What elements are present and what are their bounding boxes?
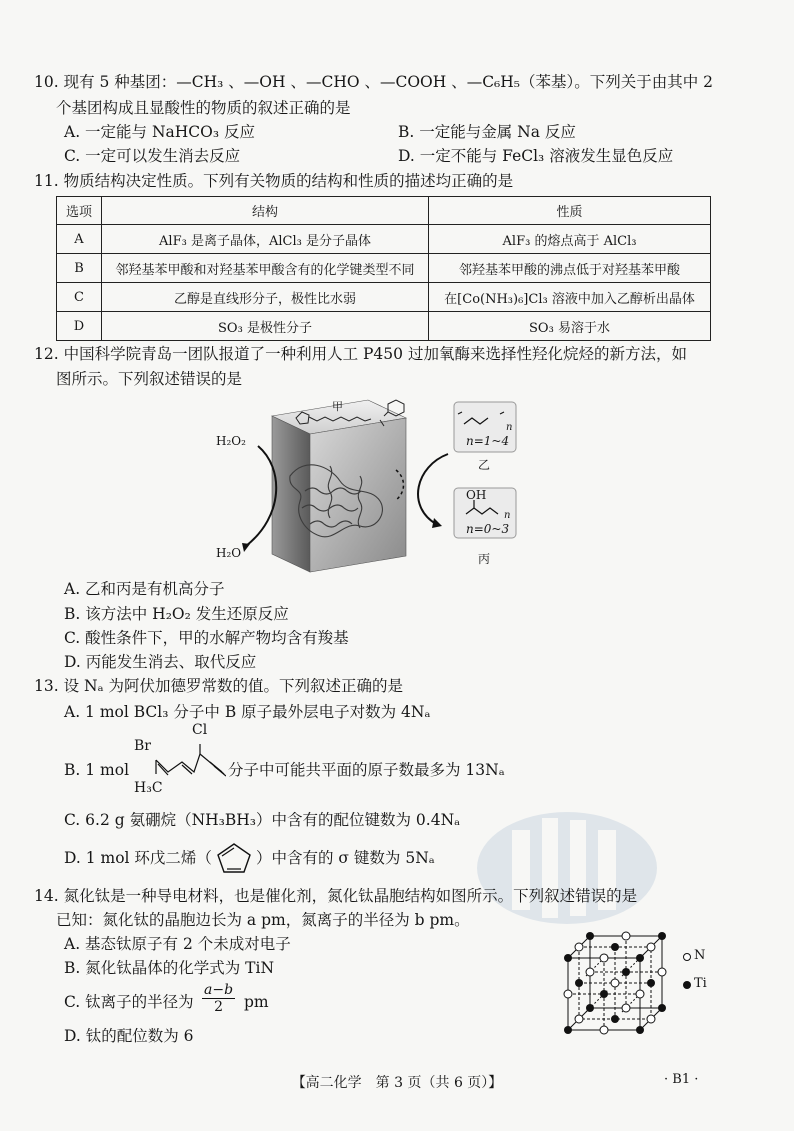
q13-option-d-prefix: D. 1 mol 环戊二烯（ — [64, 849, 212, 867]
table-cell: 乙醇是直线形分子，极性比水弱 — [102, 283, 429, 312]
table-header-cell: 结构 — [102, 197, 429, 225]
q13-br-label: Br — [134, 738, 151, 754]
label-jia: 甲 — [332, 400, 343, 413]
table-cell: 邻羟基苯甲酸和对羟基苯甲酸含有的化学键类型不同 — [102, 254, 429, 283]
q10-option-c: C. 一定可以发生消去反应 — [64, 147, 241, 165]
q10-option-a: A. 一定能与 NaHCO₃ 反应 — [64, 123, 256, 141]
enzyme-diagram — [210, 396, 520, 574]
table-header-cell: 性质 — [429, 197, 711, 225]
fraction-denominator: 2 — [214, 999, 223, 1015]
q14-option-c-unit: pm — [244, 993, 269, 1011]
label-yi-n: n — [506, 422, 513, 433]
q13-b-structure — [130, 724, 226, 788]
product-arrow-head — [432, 518, 442, 528]
q10-stem-line2: 个基团构成且显酸性的物质的叙述正确的是 — [56, 99, 351, 117]
q14-option-d: D. 钛的配位数为 6 — [64, 1027, 194, 1045]
cyclopentadiene-structure — [212, 840, 256, 876]
q14-option-c-fraction — [202, 982, 235, 1015]
q12-option-a: A. 乙和丙是有机高分子 — [64, 580, 225, 598]
table-cell: 邻羟基苯甲酸的沸点低于对羟基苯甲酸 — [429, 254, 711, 283]
table-cell: D — [57, 312, 102, 341]
table-header-row — [57, 197, 711, 225]
q13-option-c: C. 6.2 g 氨硼烷（NH₃BH₃）中含有的配位键数为 0.4Nₐ — [64, 811, 461, 829]
legend-n-label: N — [694, 948, 706, 963]
q14-option-c-prefix: C. 钛离子的半径为 — [64, 993, 194, 1011]
table-cell: SO₃ 是极性分子 — [102, 312, 429, 341]
q13-cl-label: Cl — [192, 722, 208, 738]
page-footer: 【高二化学 第 3 页（共 6 页）】 — [291, 1075, 503, 1091]
table-cell: SO₃ 易溶于水 — [429, 312, 711, 341]
table-cell: A — [57, 225, 102, 254]
table-row — [57, 312, 711, 341]
table-cell: C — [57, 283, 102, 312]
q14-stem-line1: 14. 氮化钛是一种导电材料，也是催化剂，氮化钛晶胞结构如图所示。下列叙述错误的是 — [34, 887, 638, 905]
label-bing: 丙 — [478, 552, 491, 566]
label-h2o: H₂O — [216, 546, 242, 560]
table-row — [57, 225, 711, 254]
label-yi: 乙 — [478, 458, 491, 472]
q13-option-b-prefix: B. 1 mol — [64, 761, 130, 779]
fraction-numerator: a−b — [204, 982, 234, 998]
crystal-cell-diagram — [560, 928, 670, 1038]
table-header-cell: 选项 — [57, 197, 102, 225]
q13-option-b-text: 分子中可能共平面的原子数最多为 13Nₐ — [228, 761, 505, 779]
label-bing-n: n — [504, 510, 511, 521]
q12-stem-line1: 12. 中国科学院青岛一团队报道了一种利用人工 P450 过加氧酶来选择性羟化烷烃的新方法，如 — [34, 345, 687, 363]
q13-option-d-text: ）中含有的 σ 键数为 5Nₐ — [256, 849, 435, 867]
q13-stem: 13. 设 Nₐ 为阿伏加德罗常数的值。下列叙述正确的是 — [34, 677, 403, 695]
q10-stem-line1: 10. 现有 5 种基团：—CH₃ 、—OH 、—CHO 、—COOH 、—C₆H₅（苯基）。下列关于由其中 2 — [34, 73, 714, 91]
table-cell: AlF₃ 是离子晶体，AlCl₃ 是分子晶体 — [102, 225, 429, 254]
q12-option-c: C. 酸性条件下，甲的水解产物均含有羧基 — [64, 629, 349, 647]
q12-option-b: B. 该方法中 H₂O₂ 发生还原反应 — [64, 605, 289, 623]
q14-option-a: A. 基态钛原子有 2 个未成对电子 — [64, 935, 291, 953]
q10-option-b: B. 一定能与金属 Na 反应 — [398, 123, 576, 141]
watermark-logo — [472, 808, 662, 928]
legend-ti-icon — [682, 980, 692, 990]
q14-option-b: B. 氮化钛晶体的化学式为 TiN — [64, 959, 275, 977]
legend-ti-label: Ti — [694, 976, 707, 991]
q14-stem-line2: 已知：氮化钛的晶胞边长为 a pm，氮离子的半径为 b pm。 — [56, 911, 470, 929]
table-row — [57, 254, 711, 283]
table-cell: B — [57, 254, 102, 283]
q12-stem-line2: 图所示。下列叙述错误的是 — [56, 370, 243, 388]
h2o2-arrow — [246, 446, 276, 546]
table-cell: AlF₃ 的熔点高于 AlCl₃ — [429, 225, 711, 254]
label-h2o2: H₂O₂ — [216, 434, 246, 448]
table-cell: 在[Co(NH₃)₆]Cl₃ 溶液中加入乙醇析出晶体 — [429, 283, 711, 312]
q11-table — [56, 196, 711, 341]
q12-figure — [210, 396, 520, 574]
label-oh: OH — [466, 488, 487, 502]
footer-code: · B1 · — [664, 1072, 699, 1087]
h2o2-arrow-head — [242, 543, 250, 552]
label-n-yi: n=1~4 — [466, 434, 510, 448]
q13-option-a: A. 1 mol BCl₃ 分子中 B 原子最外层电子对数为 4Nₐ — [64, 703, 431, 721]
label-n-bing: n=0~3 — [466, 522, 510, 536]
product-arrow — [418, 454, 448, 524]
table-row — [57, 283, 711, 312]
q11-stem: 11. 物质结构决定性质。下列有关物质的结构和性质的描述均正确的是 — [34, 172, 514, 190]
q13-h3c-label: H₃C — [134, 780, 163, 796]
cube-side — [272, 416, 310, 572]
q10-option-d: D. 一定不能与 FeCl₃ 溶液发生显色反应 — [398, 147, 674, 165]
q12-option-d: D. 丙能发生消去、取代反应 — [64, 653, 257, 671]
legend-n-icon — [682, 952, 692, 962]
